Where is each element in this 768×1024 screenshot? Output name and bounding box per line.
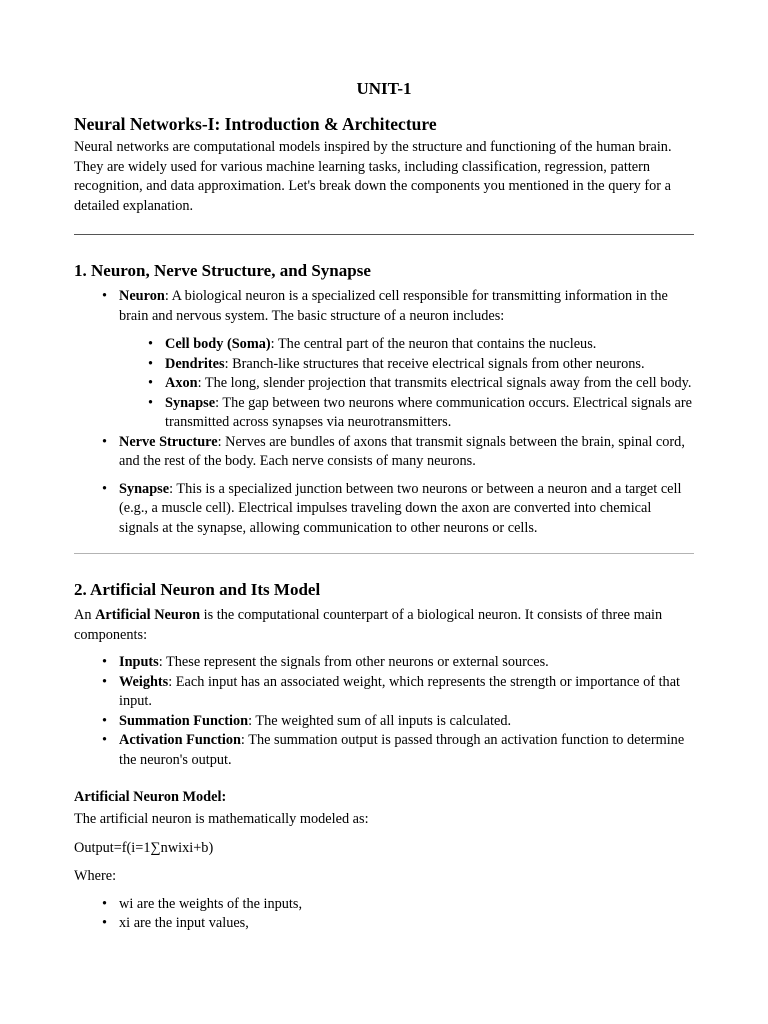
intro-pre: An [74, 607, 96, 623]
list-item-inputs [119, 653, 694, 673]
list-item-synapse [119, 480, 694, 539]
nerve-structure-description: : Nerves are bundles of axons that transmit signals between the brain, spinal cord, and the rest of the body. Each nerve consists of many neurons. [119, 433, 685, 469]
term-nerve-structure: Nerve Structure [119, 433, 218, 450]
term-activation: Activation Function [119, 732, 241, 748]
list-item-synapse-part [165, 394, 694, 433]
dendrites-description: : Branch-like structures that receive electrical signals from other neurons. [224, 355, 645, 372]
section1-heading: 1. Neuron, Nerve Structure, and Synapse [74, 261, 371, 280]
synapse-part-description: : The gap between two neurons where communication occurs. Electrical signals are transmitted across synapses via neurotransmitters. [165, 394, 692, 430]
list-item-nerve-structure [119, 433, 694, 472]
list-item-cell-body [165, 335, 694, 355]
section1-list [74, 287, 694, 538]
list-item-neuron [119, 287, 694, 433]
components-list [74, 653, 694, 770]
term-neuron: Neuron [119, 288, 165, 304]
inputs-description: : These represent the signals from other neurons or external sources. [158, 654, 549, 670]
weights-description: : Each input has an associated weight, which represents the strength or importance of that input. [119, 673, 681, 709]
synapse-description: : This is a specialized junction between two neurons or between a neuron and a target cell (e.g., a muscle cell). Electrical impulses traveling down the axon are converted into chemical signals at the synapse, allowing communication to other neurons or cells. [119, 480, 682, 536]
variables-list [74, 895, 694, 934]
term-summation: Summation Function [119, 712, 249, 729]
section2-heading: 2. Artificial Neuron and Its Model [74, 580, 321, 599]
list-item-weights [119, 673, 694, 712]
where-label: Where: [74, 868, 117, 884]
term-weights: Weights [119, 673, 169, 690]
term-synapse: Synapse [119, 480, 170, 497]
intro-paragraph: Neural networks are computational models inspired by the structure and functioning of the human brain. They are widely used for various machine learning tasks, including classification, regression, pattern recognition, and data approximation. Let's break down the components you mentioned in the query for a detailed explanation. [74, 139, 672, 214]
page-title: Neural Networks-I: Introduction & Architecture [74, 114, 437, 134]
formula: Output=f(i=1∑nwixi+b) [74, 839, 214, 856]
list-item-activation [119, 731, 694, 770]
unit-heading: UNIT-1 [356, 79, 412, 98]
term-synapse-part: Synapse [165, 394, 216, 411]
term-cell-body: Cell body (Soma) [165, 336, 271, 352]
neuron-description: : A biological neuron is a specialized cell responsible for transmitting information in the brain and nervous system. The basic structure of a neuron includes: [119, 288, 668, 324]
model-heading: Artificial Neuron Model: [74, 789, 227, 805]
section-divider [74, 553, 694, 554]
model-text: The artificial neuron is mathematically modeled as: [74, 811, 369, 827]
section-divider [74, 234, 694, 235]
neuron-parts-list [119, 335, 694, 433]
term-dendrites: Dendrites [165, 355, 225, 372]
term-axon: Axon [165, 375, 198, 391]
term-inputs: Inputs [119, 654, 159, 670]
activation-description: : The summation output is passed through an activation function to determine the neuron's output. [119, 732, 685, 768]
term-artificial-neuron: Artificial Neuron [95, 607, 201, 623]
intro-post: is the computational counterpart of a biological neuron. It consists of three main components: [74, 607, 663, 643]
summation-description: : The weighted sum of all inputs is calculated. [248, 712, 512, 729]
list-item-inputs-var: • xi are the input values, [119, 914, 694, 934]
list-item-weights-var: • wi are the weights of the inputs, [119, 895, 694, 915]
axon-description: : The long, slender projection that transmits electrical signals away from the cell body. [197, 375, 692, 391]
section2-intro [74, 606, 694, 645]
list-item-axon [165, 374, 694, 394]
list-item-dendrites [165, 355, 694, 375]
cell-body-description: : The central part of the neuron that contains the nucleus. [270, 336, 597, 352]
list-item-summation [119, 712, 694, 732]
